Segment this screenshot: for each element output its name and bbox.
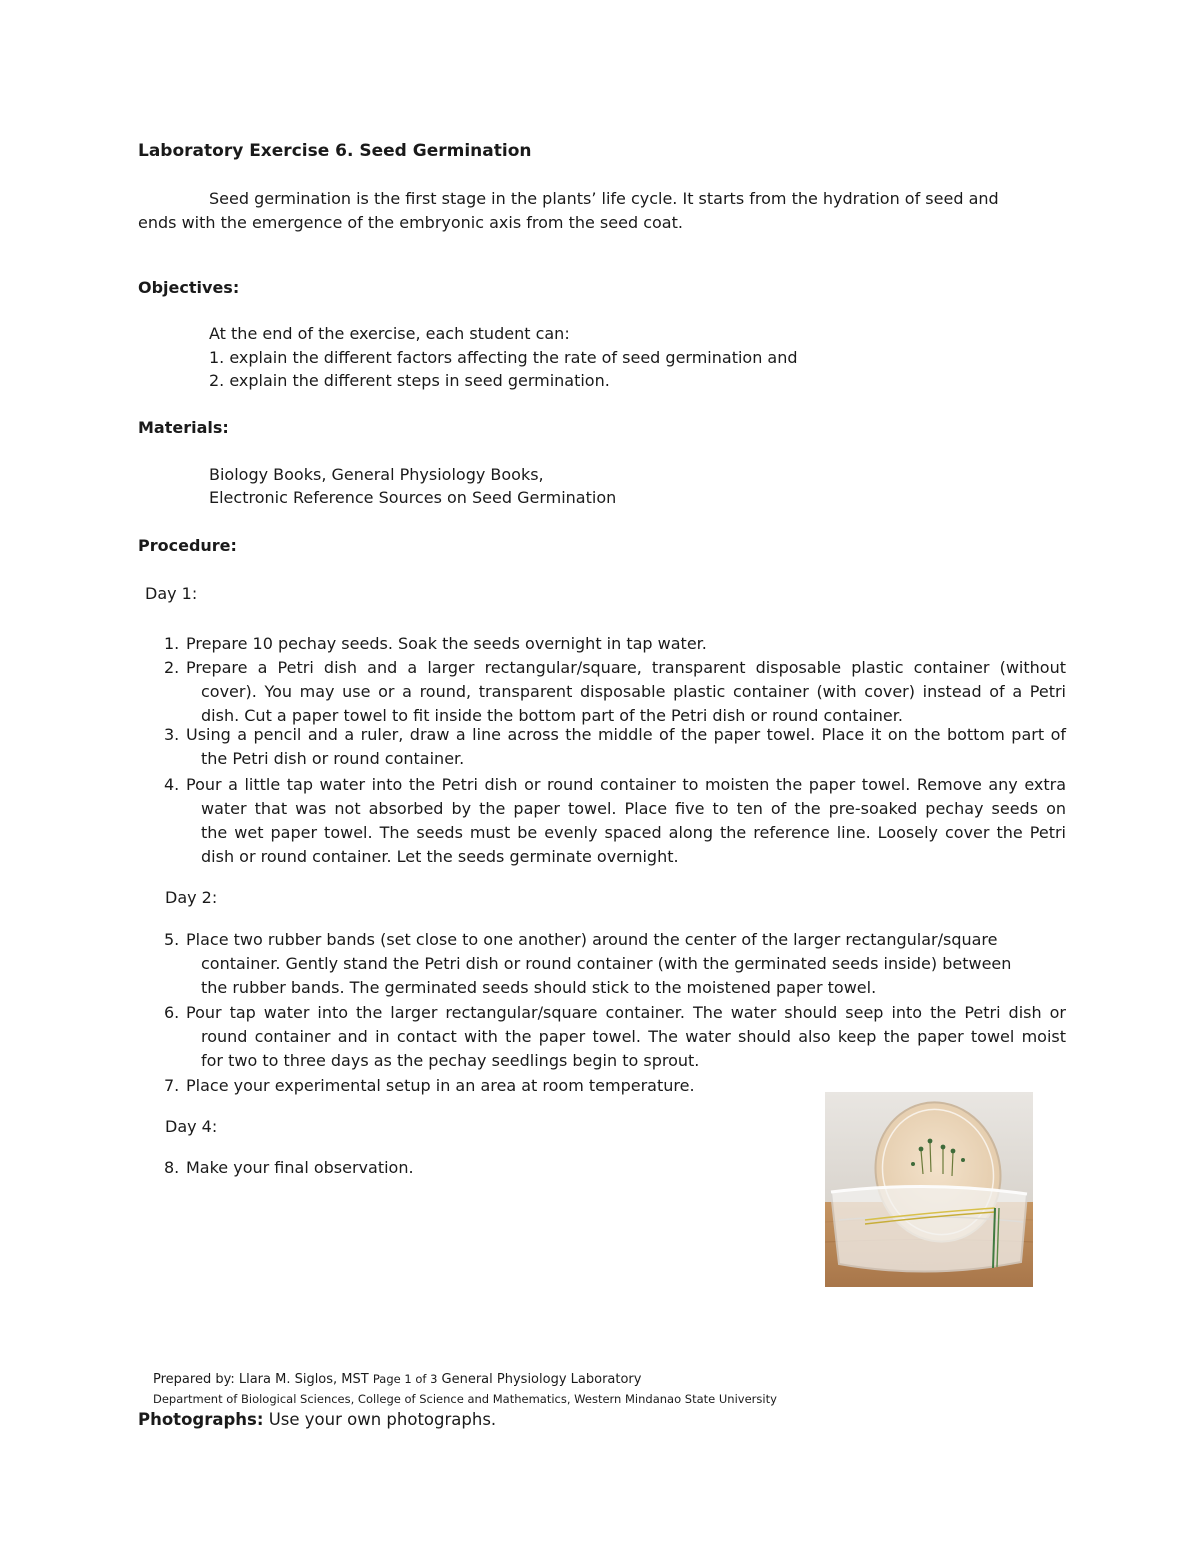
department-line: Department of Biological Sciences, College of Science and Mathematics, Western Mindanao State University bbox=[153, 1392, 777, 1406]
step-line: round container and in contact with the paper towel. The water should also keep the paper towel moist bbox=[201, 1027, 1066, 1046]
step-line: for two to three days as the pechay seedlings begin to sprout. bbox=[201, 1051, 700, 1070]
procedure-step bbox=[164, 1156, 564, 1180]
setup-illustration bbox=[825, 1092, 1033, 1287]
day-1-label: Day 1: bbox=[145, 584, 198, 603]
step-line: water that was not absorbed by the paper towel. Place five to ten of the pre-soaked pechay seeds on bbox=[201, 799, 1066, 818]
step-line: Using a pencil and a ruler, draw a line across the middle of the paper towel. Place it on the bottom part of bbox=[186, 725, 1066, 744]
materials-heading: Materials: bbox=[138, 418, 229, 437]
procedure-step bbox=[164, 773, 1066, 869]
step-line: dish. Cut a paper towel to fit inside the bottom part of the Petri dish or round container. bbox=[201, 706, 903, 725]
day-2-label: Day 2: bbox=[165, 888, 218, 907]
materials-line: Electronic Reference Sources on Seed Germination bbox=[209, 488, 617, 507]
document-title: Laboratory Exercise 6. Seed Germination bbox=[138, 141, 532, 161]
intro-line-1: Seed germination is the first stage in the plants’ life cycle. It starts from the hydration of seed and bbox=[209, 189, 999, 208]
step-number: 8. bbox=[164, 1158, 180, 1177]
step-number: 2. bbox=[164, 658, 180, 677]
step-line: dish or round container. Let the seeds germinate overnight. bbox=[201, 847, 679, 866]
procedure-step bbox=[164, 1001, 1066, 1073]
procedure-step bbox=[164, 723, 1066, 771]
step-number: 6. bbox=[164, 1003, 180, 1022]
step-line: Prepare 10 pechay seeds. Soak the seeds overnight in tap water. bbox=[186, 634, 707, 653]
prepared-by: Prepared by: Llara M. Siglos, MST bbox=[153, 1372, 369, 1387]
step-line: Pour tap water into the larger rectangular/square container. The water should seep into the Petri dish or bbox=[186, 1003, 1066, 1022]
procedure-heading: Procedure: bbox=[138, 536, 237, 555]
step-number: 4. bbox=[164, 775, 180, 794]
step-line: the rubber bands. The germinated seeds should stick to the moistened paper towel. bbox=[201, 978, 877, 997]
step-number: 3. bbox=[164, 725, 180, 744]
photographs-line bbox=[138, 1408, 496, 1432]
objective-item: 2. explain the different steps in seed germination. bbox=[209, 371, 610, 390]
step-line: cover). You may use or a round, transparent disposable plastic container (with cover) instead of a Petri bbox=[201, 682, 1066, 701]
materials-line: Biology Books, General Physiology Books, bbox=[209, 465, 544, 484]
step-line: Prepare a Petri dish and a larger rectangular/square, transparent disposable plastic container (without bbox=[186, 658, 1066, 677]
objectives-lead: At the end of the exercise, each student can: bbox=[209, 324, 570, 343]
procedure-step bbox=[164, 656, 1066, 728]
step-line: Pour a little tap water into the Petri dish or round container to moisten the paper towel. Remove any extra bbox=[186, 775, 1066, 794]
step-number: 1. bbox=[164, 634, 180, 653]
procedure-step bbox=[164, 928, 1024, 1000]
photographs-text: Use your own photographs. bbox=[268, 1410, 497, 1429]
procedure-step bbox=[164, 632, 1066, 656]
step-number: 5. bbox=[164, 930, 180, 949]
step-line: Place two rubber bands (set close to one another) around the center of the larger rectangular/square bbox=[186, 930, 998, 949]
step-line: the Petri dish or round container. bbox=[201, 749, 465, 768]
step-line: the wet paper towel. The seeds must be evenly spaced along the reference line. Loosely cover the Petri bbox=[201, 823, 1066, 842]
step-line: container. Gently stand the Petri dish or round container (with the germinated seeds inside) between bbox=[201, 954, 1012, 973]
footer-line bbox=[153, 1372, 641, 1387]
lab-name: General Physiology Laboratory bbox=[441, 1372, 642, 1387]
intro-line-2: ends with the emergence of the embryonic axis from the seed coat. bbox=[138, 213, 683, 232]
objective-item: 1. explain the different factors affecting the rate of seed germination and bbox=[209, 348, 798, 367]
objectives-heading: Objectives: bbox=[138, 278, 240, 297]
step-line: Make your final observation. bbox=[186, 1158, 414, 1177]
step-line: Place your experimental setup in an area at room temperature. bbox=[186, 1076, 695, 1095]
day-4-label: Day 4: bbox=[165, 1117, 218, 1136]
step-number: 7. bbox=[164, 1076, 180, 1095]
setup-photo bbox=[825, 1092, 1033, 1287]
photographs-label: Photographs: bbox=[138, 1410, 264, 1429]
page-number: Page 1 of 3 bbox=[372, 1372, 438, 1386]
